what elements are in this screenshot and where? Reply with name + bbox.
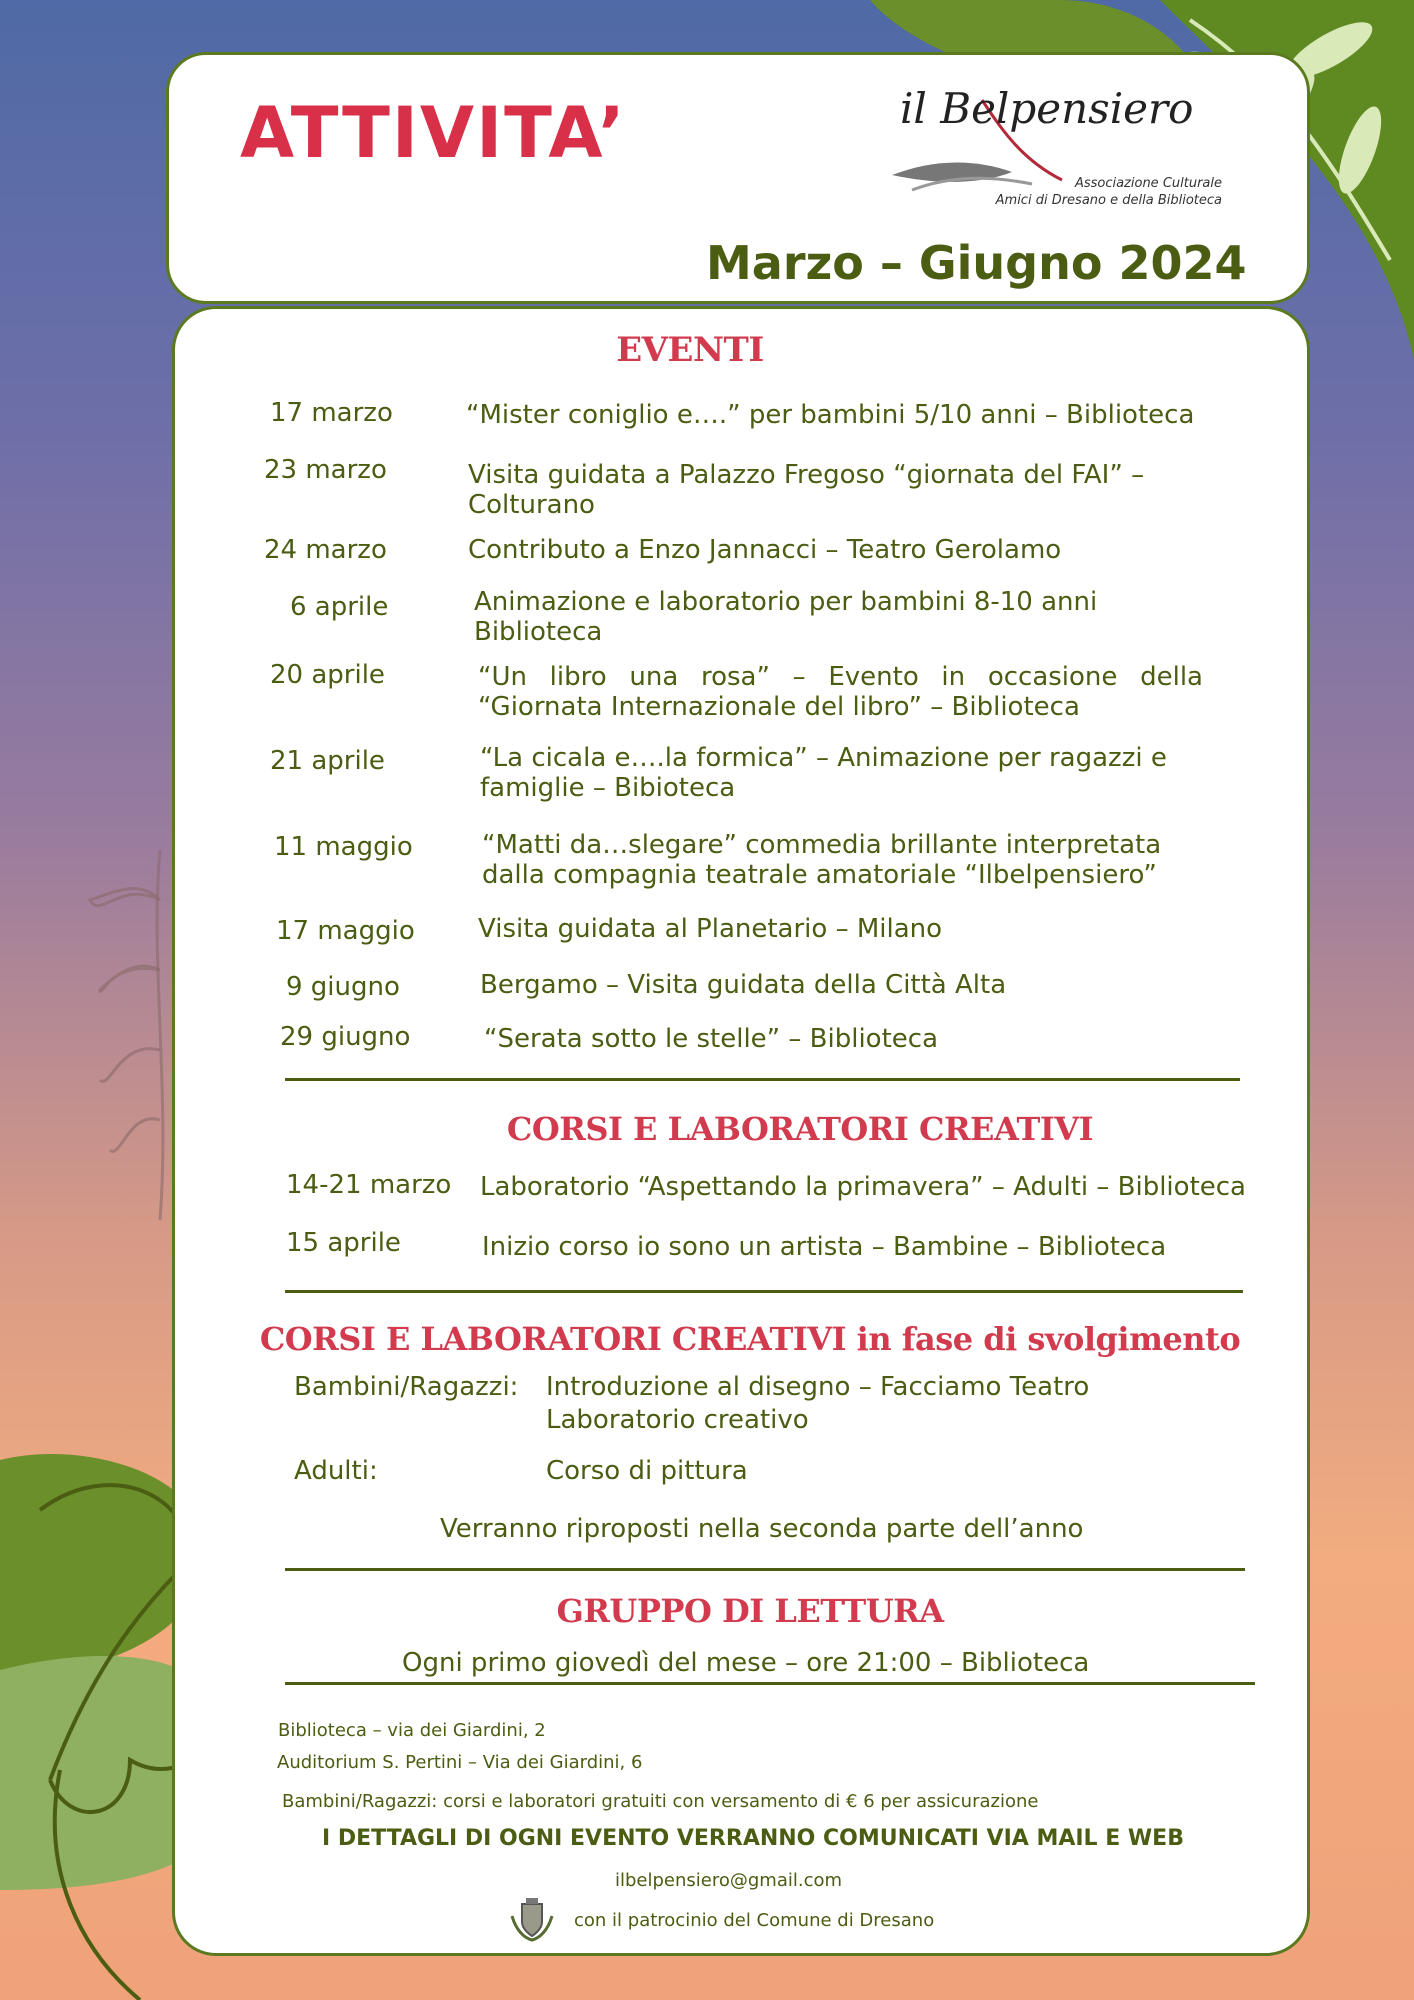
course-date: 14-21 marzo bbox=[286, 1170, 452, 1200]
event-text: Contributo a Enzo Jannacci – Teatro Gerolamo bbox=[468, 535, 1062, 565]
course-date: 15 aprile bbox=[286, 1228, 401, 1258]
event-date: 23 marzo bbox=[264, 455, 387, 485]
reading-group-text: Ogni primo giovedì del mese – ore 21:00 – Biblioteca bbox=[402, 1648, 1090, 1678]
contact-email[interactable]: ilbelpensiero@gmail.com bbox=[615, 1870, 843, 1891]
insurance-note: Bambini/Ragazzi: corsi e laboratori gratuiti con versamento di € 6 per assicurazione bbox=[282, 1791, 1039, 1812]
event-date: 29 giugno bbox=[280, 1022, 411, 1052]
event-date: 24 marzo bbox=[264, 535, 387, 565]
event-date: 20 aprile bbox=[270, 660, 385, 690]
event-date: 17 maggio bbox=[276, 916, 415, 946]
page-title: ATTIVITA’ bbox=[240, 92, 627, 174]
period-heading: Marzo – Giugno 2024 bbox=[706, 236, 1247, 290]
repeat-note: Verranno riproposti nella seconda parte dell’anno bbox=[440, 1514, 1084, 1544]
group-label: Bambini/Ragazzi: bbox=[294, 1372, 519, 1402]
logo-subtitle-1: Associazione Culturale bbox=[1074, 176, 1222, 191]
section-title-eventi: EVENTI bbox=[616, 330, 764, 370]
event-date: 17 marzo bbox=[270, 398, 393, 428]
divider bbox=[285, 1568, 1245, 1571]
event-text: “La cicala e….la formica” – Animazione per ragazzi e famiglie – Bibioteca bbox=[480, 743, 1167, 803]
event-date: 9 giugno bbox=[286, 972, 400, 1002]
section-title-corsi-in-corso: CORSI E LABORATORI CREATIVI in fase di svolgimento bbox=[259, 1320, 1241, 1358]
comune-crest-icon bbox=[508, 1896, 556, 1944]
event-text: “Matti da…slegare” commedia brillante interpretata dalla compagnia teatrale amatoriale “Ilbelpensiero” bbox=[482, 830, 1162, 890]
event-date: 21 aprile bbox=[270, 746, 385, 776]
event-date: 6 aprile bbox=[290, 592, 389, 622]
group-activities: Laboratorio creativo bbox=[546, 1405, 809, 1435]
event-text: Visita guidata a Palazzo Fregoso “giornata del FAI” – Colturano bbox=[468, 460, 1145, 520]
group-label: Adulti: bbox=[294, 1456, 378, 1486]
course-text: Inizio corso io sono un artista – Bambine – Biblioteca bbox=[482, 1232, 1167, 1262]
group-activities: Introduzione al disegno – Facciamo Teatro bbox=[546, 1372, 1090, 1402]
group-activities: Corso di pittura bbox=[546, 1456, 748, 1486]
address-biblioteca: Biblioteca – via dei Giardini, 2 bbox=[278, 1720, 546, 1741]
notice-text: I DETTAGLI DI OGNI EVENTO VERRANNO COMUNICATI VIA MAIL E WEB bbox=[322, 1826, 1184, 1851]
event-text: Visita guidata al Planetario – Milano bbox=[478, 914, 943, 944]
event-text: Animazione e laboratorio per bambini 8-10 anni Biblioteca bbox=[474, 587, 1098, 647]
logo-subtitle-2: Amici di Dresano e della Biblioteca bbox=[995, 193, 1222, 208]
divider bbox=[285, 1682, 1255, 1685]
address-auditorium: Auditorium S. Pertini – Via dei Giardini, 6 bbox=[277, 1752, 643, 1773]
leaf-outline-decoration-left bbox=[60, 840, 190, 1220]
course-text: Laboratorio “Aspettando la primavera” – Adulti – Biblioteca bbox=[480, 1172, 1246, 1202]
event-text: “Serata sotto le stelle” – Biblioteca bbox=[484, 1024, 938, 1054]
event-text: Bergamo – Visita guidata della Città Alta bbox=[480, 970, 1007, 1000]
event-date: 11 maggio bbox=[274, 832, 413, 862]
divider bbox=[285, 1078, 1240, 1081]
section-title-lettura: GRUPPO DI LETTURA bbox=[556, 1592, 944, 1630]
divider bbox=[285, 1290, 1243, 1293]
logo-text: il Belpensiero bbox=[900, 84, 1194, 133]
event-text: “Un libro una rosa” – Evento in occasione della “Giornata Internazionale del libro” – Biblioteca bbox=[478, 662, 1203, 722]
association-logo bbox=[892, 80, 1222, 210]
section-title-corsi: CORSI E LABORATORI CREATIVI bbox=[506, 1110, 1094, 1148]
event-text: “Mister coniglio e….” per bambini 5/10 anni – Biblioteca bbox=[466, 400, 1195, 430]
patronage-text: con il patrocinio del Comune di Dresano bbox=[574, 1910, 935, 1931]
